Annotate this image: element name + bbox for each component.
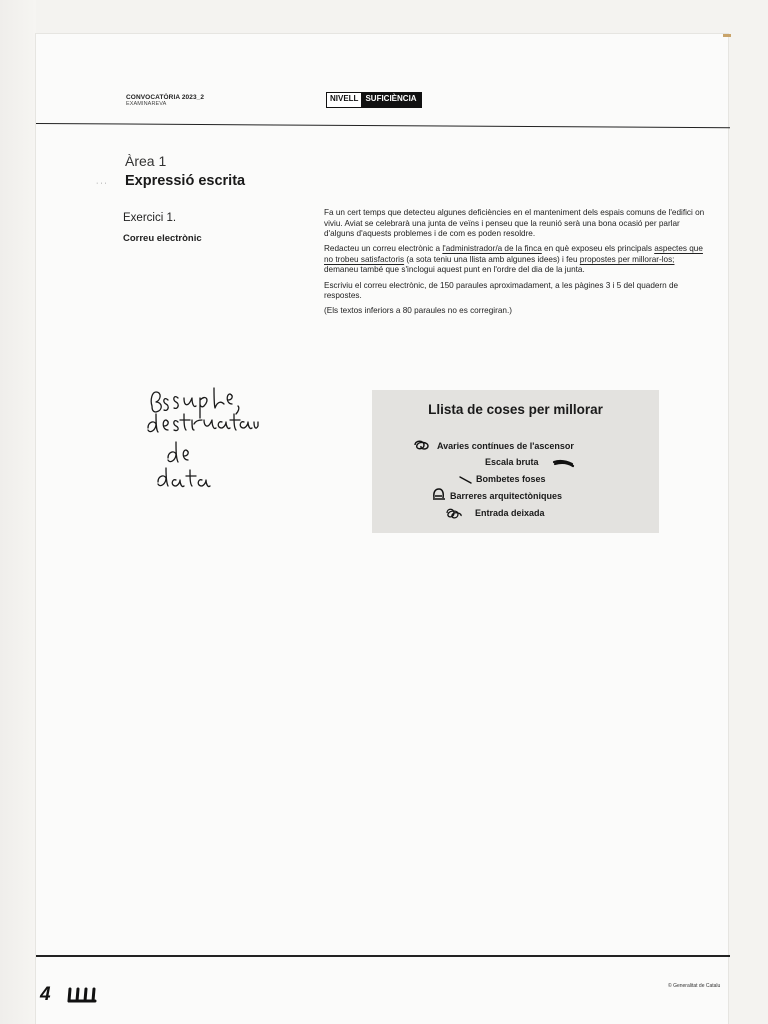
underlined-recipient: l'administrador/a de la finca [442, 244, 542, 254]
list-item: Entrada deixada [475, 508, 545, 518]
level-badge [326, 92, 422, 108]
underlined-proposals: propostes per millorar-los; [579, 254, 675, 264]
instructions [324, 208, 708, 321]
convocatoria-text: CONVOCATÒRIA 2023_2 [126, 94, 205, 101]
level-label: NIVELL [327, 93, 361, 107]
footer-credit: © Generalitat de Catalu [668, 983, 721, 989]
instructions-paragraph-4: (Els textos inferiors a 80 paraules no es corregiran.) [324, 306, 512, 316]
page-gutter [0, 0, 36, 1024]
scribble-mark-icon [430, 487, 448, 501]
pen-stroke-mark-icon [458, 475, 474, 485]
list-item: Escala bruta [485, 457, 539, 467]
scribble-mark-icon [552, 458, 576, 468]
improvement-list-box [372, 390, 659, 533]
scribble-mark-icon [444, 505, 466, 521]
margin-dots: · · · [96, 180, 107, 187]
footer-divider [36, 955, 730, 957]
page-number: 4 [40, 984, 51, 1005]
section-title: Expressió escrita [125, 173, 246, 189]
underlined-aspects: aspectes que no trobeu satisfactoris [324, 244, 703, 264]
scribble-mark-icon [412, 438, 432, 452]
generalitat-logo-icon [66, 986, 100, 1004]
handwritten-note [144, 386, 262, 498]
instructions-paragraph-2: Redacteu un correu electrònic a l'administrador/a de la finca en què exposeu els principals aspectes que no trobeu satisfactoris (a sota teniu una llista amb algunes idees) i feu propostes per millorar-los; demaneu també que s'inclogui aquest punt en l'ordre del dia de la junta. [324, 244, 703, 275]
level-value: SUFICIÈNCIA [361, 93, 420, 107]
convocatoria-subtext: EXAMINAREVA [126, 101, 167, 107]
list-item: Bombetes foses [476, 474, 546, 484]
convocatoria-label [126, 94, 204, 108]
exercise-subtitle: Correu electrònic [123, 233, 202, 244]
list-title: Llista de coses per millorar [428, 402, 603, 417]
area-label: Àrea 1 [125, 153, 167, 169]
page-edge-mark [723, 34, 731, 37]
list-item: Barreres arquitectòniques [450, 491, 563, 501]
exercise-title: Exercici 1. [123, 212, 177, 224]
instructions-paragraph-1: Fa un cert temps que detecteu algunes deficiències en el manteniment dels espais comuns de l'edifici on viviu. Aviat se celebrarà una junta de veïns i penseu que la reunió serà una bona ocasió per parlar d'alguns d'aquests problemes i de com es poden resoldre. [324, 208, 705, 239]
instructions-paragraph-3: Escriviu el correu electrònic, de 150 paraules aproximadament, a les pàgines 3 i 5 del quadern de respostes. [324, 280, 679, 301]
list-item: Avaries contínues de l'ascensor [437, 441, 574, 451]
